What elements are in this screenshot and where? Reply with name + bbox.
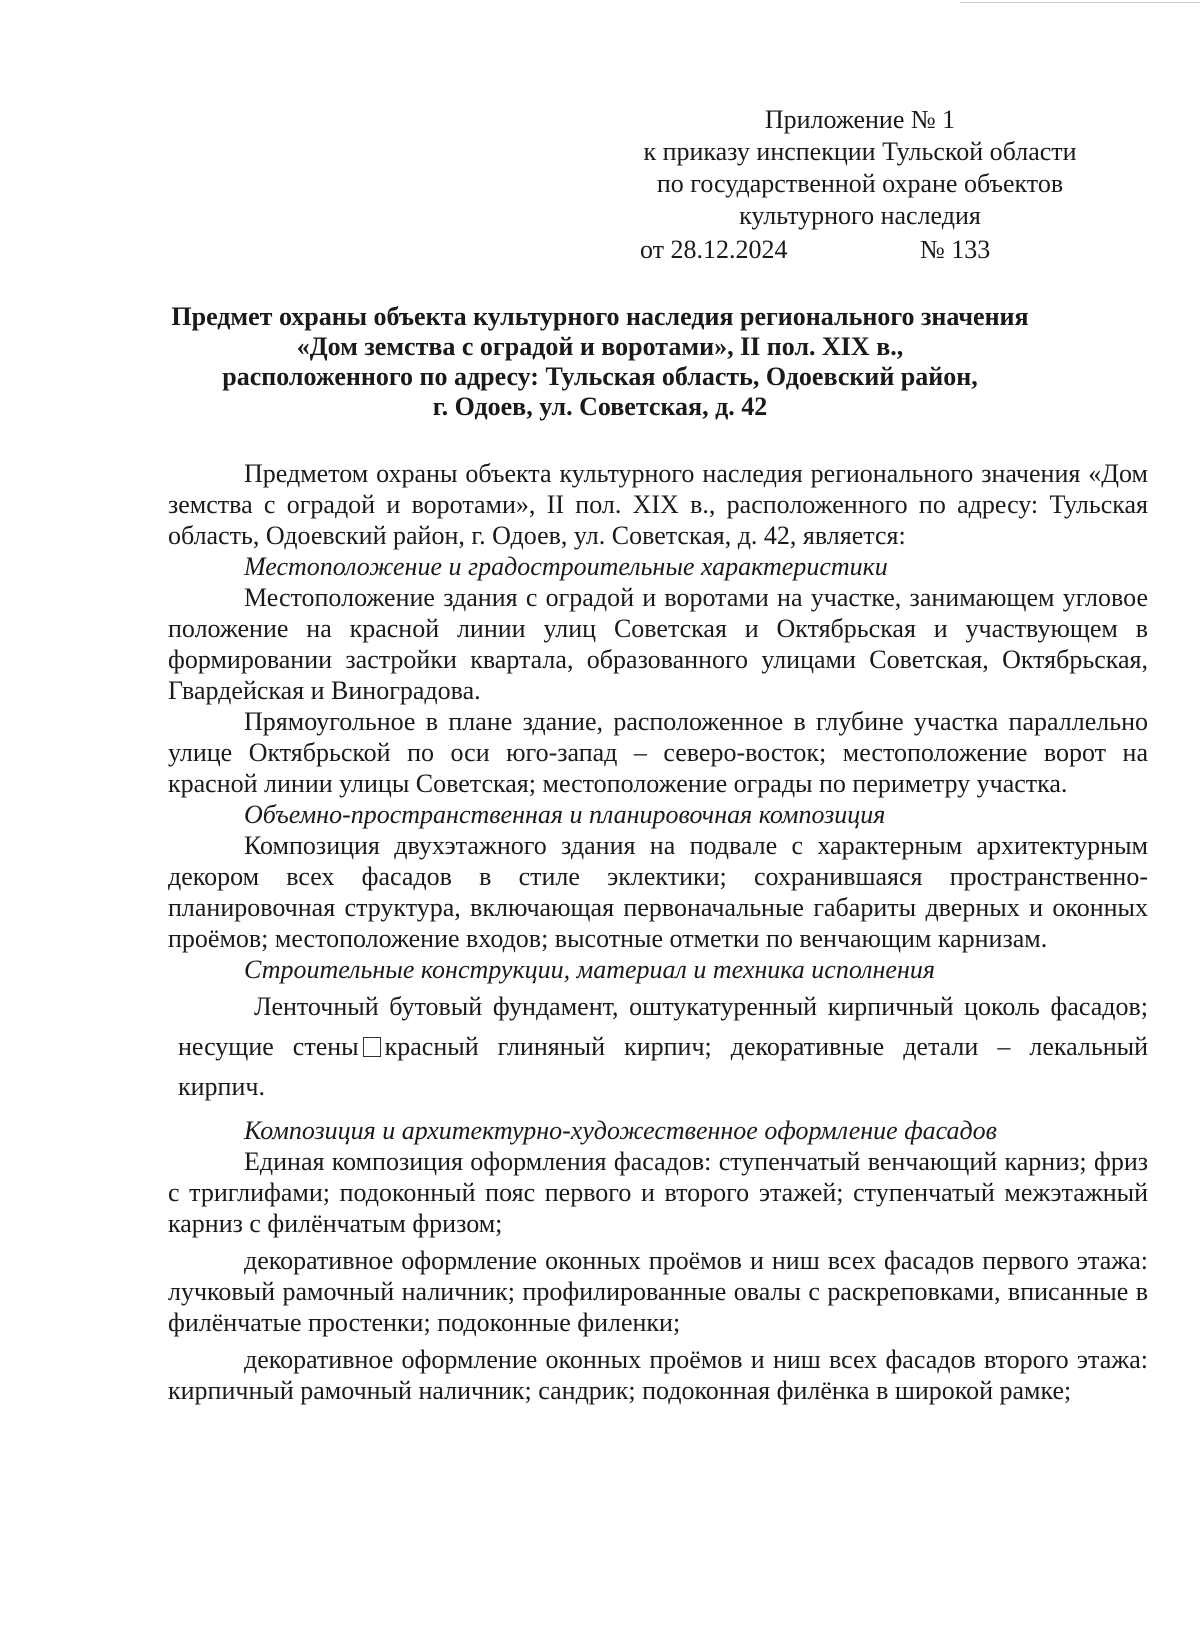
appendix-number: Приложение № 1 (764, 105, 956, 134)
location-paragraph-2: Прямоугольное в плане здание, расположенное в глубине участка параллельно улице Октябрьской по оси юго-запад – северо-восток; местоположение ворот на красной линии улицы Советская; местоположение ограды по периметру участка. (168, 707, 1148, 798)
scan-artifact-line (960, 2, 1200, 3)
title-line-1: Предмет охраны объекта культурного наследия регионального значения (171, 302, 1029, 331)
appendix-authority-line: по государственной охране объектов (656, 169, 1064, 198)
document-body (168, 458, 1148, 1406)
title-line-3: расположенного по адресу: Тульская область, Одоевский район, (222, 362, 978, 391)
construction-text-a: Ленточный бутовый фундамент, оштукатуренный кирпичный цоколь фасадов; несущие стены (178, 992, 1148, 1061)
appendix-block (580, 104, 1140, 266)
order-date-number (580, 234, 1140, 266)
order-number: № 133 (920, 235, 991, 264)
intro-paragraph: Предметом охраны объекта культурного наследия регионального значения «Дом земства с оградой и воротами», II пол. XIX в., расположенного по адресу: Тульская область, Одоевский район, г. Одоев, ул. Советская, д. 42, является: (168, 459, 1148, 550)
order-date: от 28.12.2024 (640, 235, 788, 264)
facade-heading: Композиция и архитектурно-художественное оформление фасадов (244, 1116, 997, 1145)
document-title (150, 302, 1050, 422)
construction-paragraph-1 (168, 987, 1148, 1107)
appendix-order-line: к приказу инспекции Тульской области (643, 137, 1077, 166)
title-line-2: «Дом земства с оградой и воротами», II пол. XIX в., (296, 332, 904, 361)
missing-glyph-box-icon (363, 1037, 381, 1057)
construction-heading: Строительные конструкции, материал и техника исполнения (244, 955, 935, 984)
location-heading: Местоположение и градостроительные характеристики (244, 552, 888, 581)
volume-paragraph-1: Композиция двухэтажного здания на подвале с характерным архитектурным декором всех фасадов в стиле эклектики; сохранившаяся пространственно- планировочная структура, включающая первоначальные габариты дверных и оконных проёмов; местоположение входов; высотные отметки по венчающим карнизам. (168, 831, 1148, 953)
title-line-4: г. Одоев, ул. Советская, д. 42 (432, 392, 768, 421)
location-paragraph-1: Местоположение здания с оградой и воротами на участке, занимающем угловое положение на красной линии улиц Советская и Октябрьская и участвующем в формировании застройки квартала, образованного улицами Советская, Октябрьская, Гвардейская и Виноградова. (168, 583, 1148, 705)
facade-paragraph-1: Единая композиция оформления фасадов: ступенчатый венчающий карниз; фриз с триглифами; подоконный пояс первого и второго этажей; ступенчатый межэтажный карниз с филёнчатым фризом; (168, 1147, 1148, 1238)
facade-paragraph-2: декоративное оформление оконных проёмов и ниш всех фасадов первого этажа: лучковый рамочный наличник; профилированные овалы с раскреповками, вписанные в филёнчатые простенки; подоконные филенки; (168, 1246, 1148, 1337)
construction-text-b: красный глиняный кирпич; декоративные детали – лекальный кирпич. (178, 1032, 1148, 1101)
volume-heading: Объемно-пространственная и планировочная композиция (244, 800, 886, 829)
facade-paragraph-3: декоративное оформление оконных проёмов и ниш всех фасадов второго этажа: кирпичный рамочный наличник; сандрик; подоконная филёнка в широкой рамке; (168, 1345, 1148, 1405)
appendix-heritage-line: культурного наследия (739, 201, 981, 230)
